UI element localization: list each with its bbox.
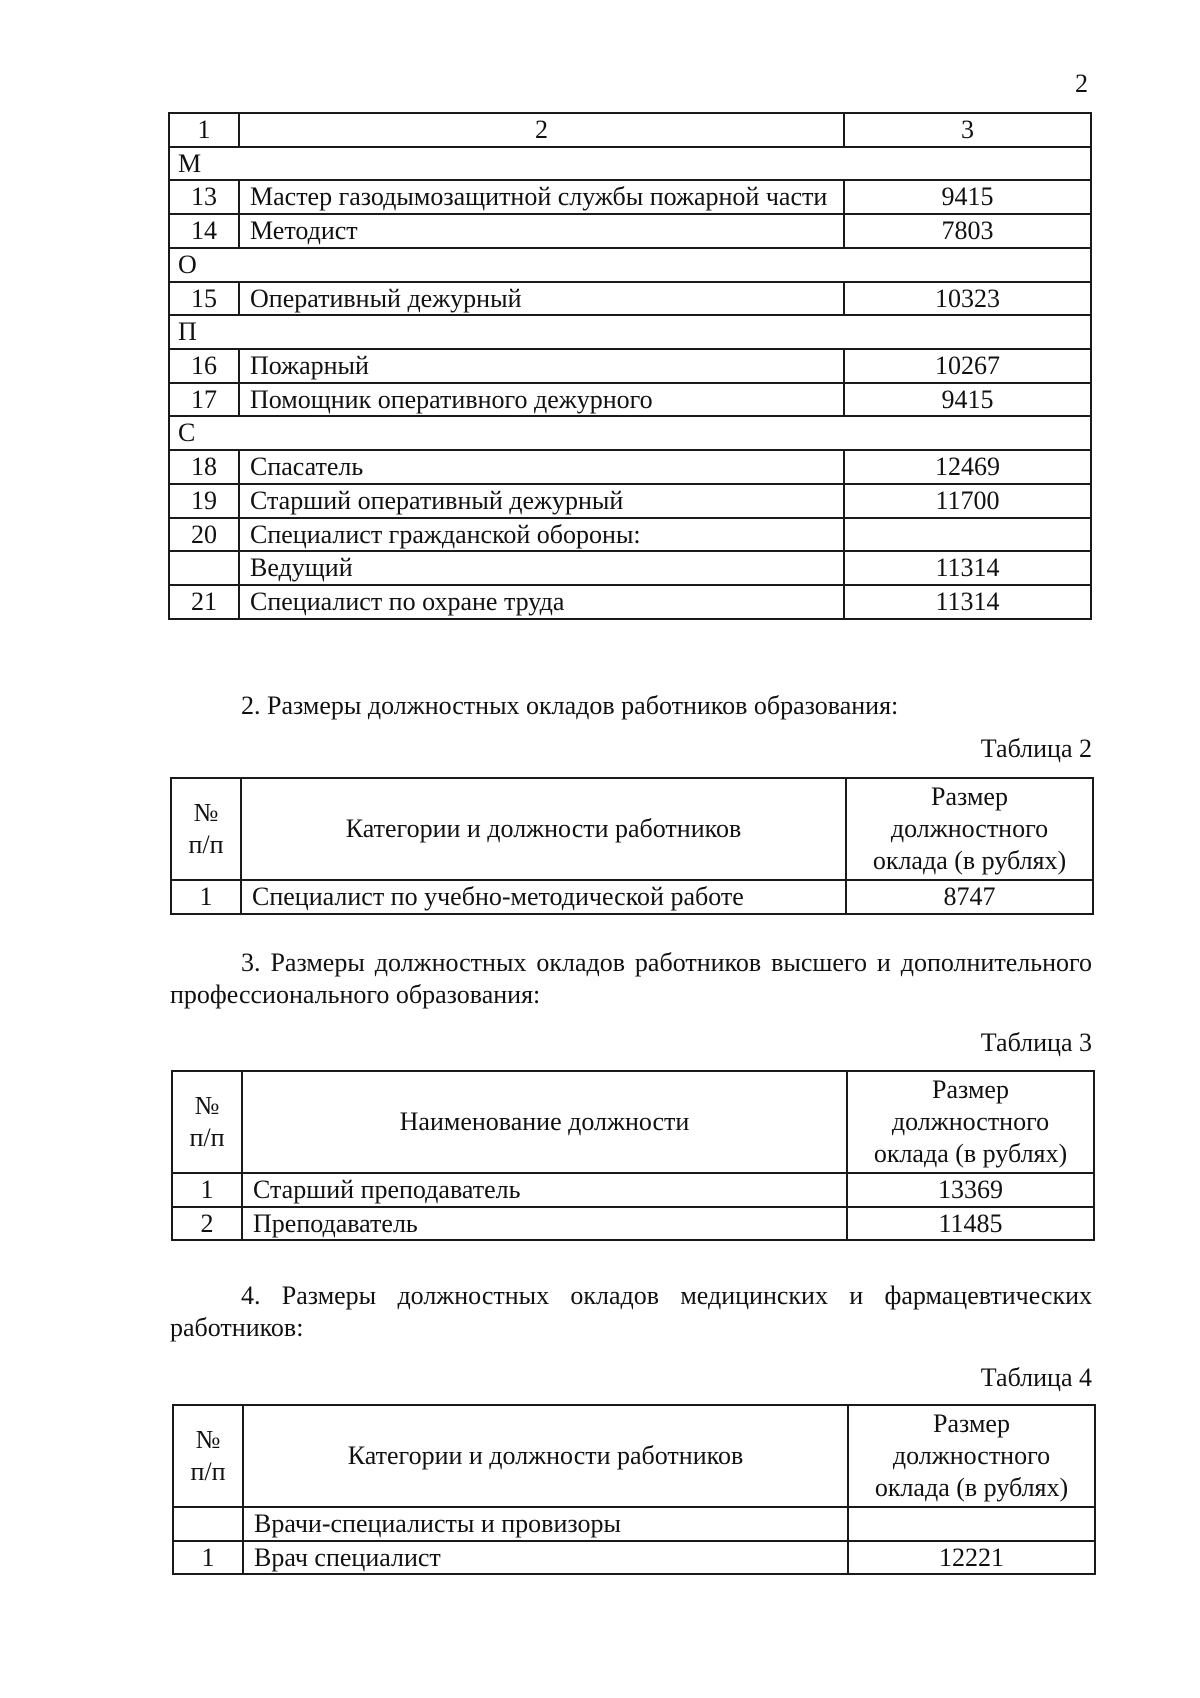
table-header-row (169, 113, 1091, 147)
position-name: Ведущий (239, 551, 844, 585)
letter-heading: С (169, 416, 1091, 450)
table-row (169, 518, 1091, 552)
page-number: 2 (1075, 69, 1088, 98)
salary-value: 11485 (847, 1207, 1094, 1241)
row-number: 17 (169, 383, 239, 417)
letter-group-row (169, 416, 1091, 450)
section-4-text: 4. Размеры должностных окладов медицинских и фармацевтических работников: (170, 1281, 1092, 1342)
header-num: № п/п (173, 1405, 243, 1507)
row-number: 1 (171, 880, 241, 914)
table-row (169, 551, 1091, 585)
salary-value: 11314 (844, 585, 1091, 619)
table-row (169, 282, 1091, 316)
salary-value: 10323 (844, 282, 1091, 316)
table-row (169, 585, 1091, 619)
table-row (171, 880, 1093, 914)
table-row (169, 383, 1091, 417)
table-3 (171, 1070, 1095, 1241)
table-row (169, 484, 1091, 518)
position-name: Помощник оперативного дежурного (239, 383, 844, 417)
table-4 (172, 1404, 1096, 1575)
header-cell: 2 (239, 113, 844, 147)
table-row (173, 1541, 1095, 1575)
header-num: № п/п (172, 1071, 242, 1173)
row-number: 1 (173, 1541, 243, 1575)
salary-value (844, 518, 1091, 552)
salary-value: 8747 (846, 880, 1093, 914)
letter-group-row (169, 315, 1091, 349)
salary-value: 12469 (844, 450, 1091, 484)
header-value: Размер должностного оклада (в рублях) (847, 1071, 1094, 1173)
table-header-row (173, 1405, 1095, 1507)
position-name: Оперативный дежурный (239, 282, 844, 316)
table-row (169, 450, 1091, 484)
table-header-row (171, 778, 1093, 880)
position-name: Специалист гражданской обороны: (239, 518, 844, 552)
header-name: Категории и должности работников (241, 778, 846, 880)
salary-value: 9415 (844, 180, 1091, 214)
table-4-caption: Таблица 4 (980, 1363, 1092, 1392)
position-name: Врачи-специалисты и провизоры (243, 1507, 848, 1541)
row-number: 21 (169, 585, 239, 619)
position-name: Методист (239, 214, 844, 248)
salary-value: 13369 (847, 1173, 1094, 1207)
row-number: 2 (172, 1207, 242, 1241)
salary-value: 11314 (844, 551, 1091, 585)
header-cell: 3 (844, 113, 1091, 147)
position-name: Преподаватель (242, 1207, 847, 1241)
table-row (173, 1507, 1095, 1541)
row-number: 19 (169, 484, 239, 518)
header-value: Размер должностного оклада (в рублях) (848, 1405, 1095, 1507)
position-name: Пожарный (239, 349, 844, 383)
table-row (169, 180, 1091, 214)
header-name: Категории и должности работников (243, 1405, 848, 1507)
letter-heading: О (169, 248, 1091, 282)
salary-value: 7803 (844, 214, 1091, 248)
row-number: 15 (169, 282, 239, 316)
letter-group-row (169, 147, 1091, 181)
section-3-text: 3. Размеры должностных окладов работников высшего и дополнительного профессионального образования: (170, 948, 1092, 1009)
header-num: № п/п (171, 778, 241, 880)
section-2-text: 2. Размеры должностных окладов работников образования: (241, 691, 899, 720)
salary-value: 10267 (844, 349, 1091, 383)
table-row (172, 1207, 1094, 1241)
row-number: 18 (169, 450, 239, 484)
letter-heading: П (169, 315, 1091, 349)
table-row (172, 1173, 1094, 1207)
letter-group-row (169, 248, 1091, 282)
salary-value: 12221 (848, 1541, 1095, 1575)
row-number: 1 (172, 1173, 242, 1207)
table-1 (168, 112, 1092, 620)
row-number: 16 (169, 349, 239, 383)
table-3-caption: Таблица 3 (980, 1028, 1092, 1057)
position-name: Мастер газодымозащитной службы пожарной части (239, 180, 844, 214)
row-number: 13 (169, 180, 239, 214)
header-name: Наименование должности (242, 1071, 847, 1173)
row-number (169, 551, 239, 585)
row-number: 20 (169, 518, 239, 552)
salary-value: 9415 (844, 383, 1091, 417)
position-name: Специалист по охране труда (239, 585, 844, 619)
salary-value (848, 1507, 1095, 1541)
table-header-row (172, 1071, 1094, 1173)
table-row (169, 214, 1091, 248)
position-name: Старший преподаватель (242, 1173, 847, 1207)
position-name: Врач специалист (243, 1541, 848, 1575)
header-cell: 1 (169, 113, 239, 147)
letter-heading: М (169, 147, 1091, 181)
position-name: Старший оперативный дежурный (239, 484, 844, 518)
header-value: Размер должностного оклада (в рублях) (846, 778, 1093, 880)
table-2 (170, 777, 1094, 915)
salary-value: 11700 (844, 484, 1091, 518)
position-name: Специалист по учебно-методической работе (241, 880, 846, 914)
row-number: 14 (169, 214, 239, 248)
position-name: Спасатель (239, 450, 844, 484)
table-2-caption: Таблица 2 (980, 734, 1092, 763)
row-number (173, 1507, 243, 1541)
table-row (169, 349, 1091, 383)
